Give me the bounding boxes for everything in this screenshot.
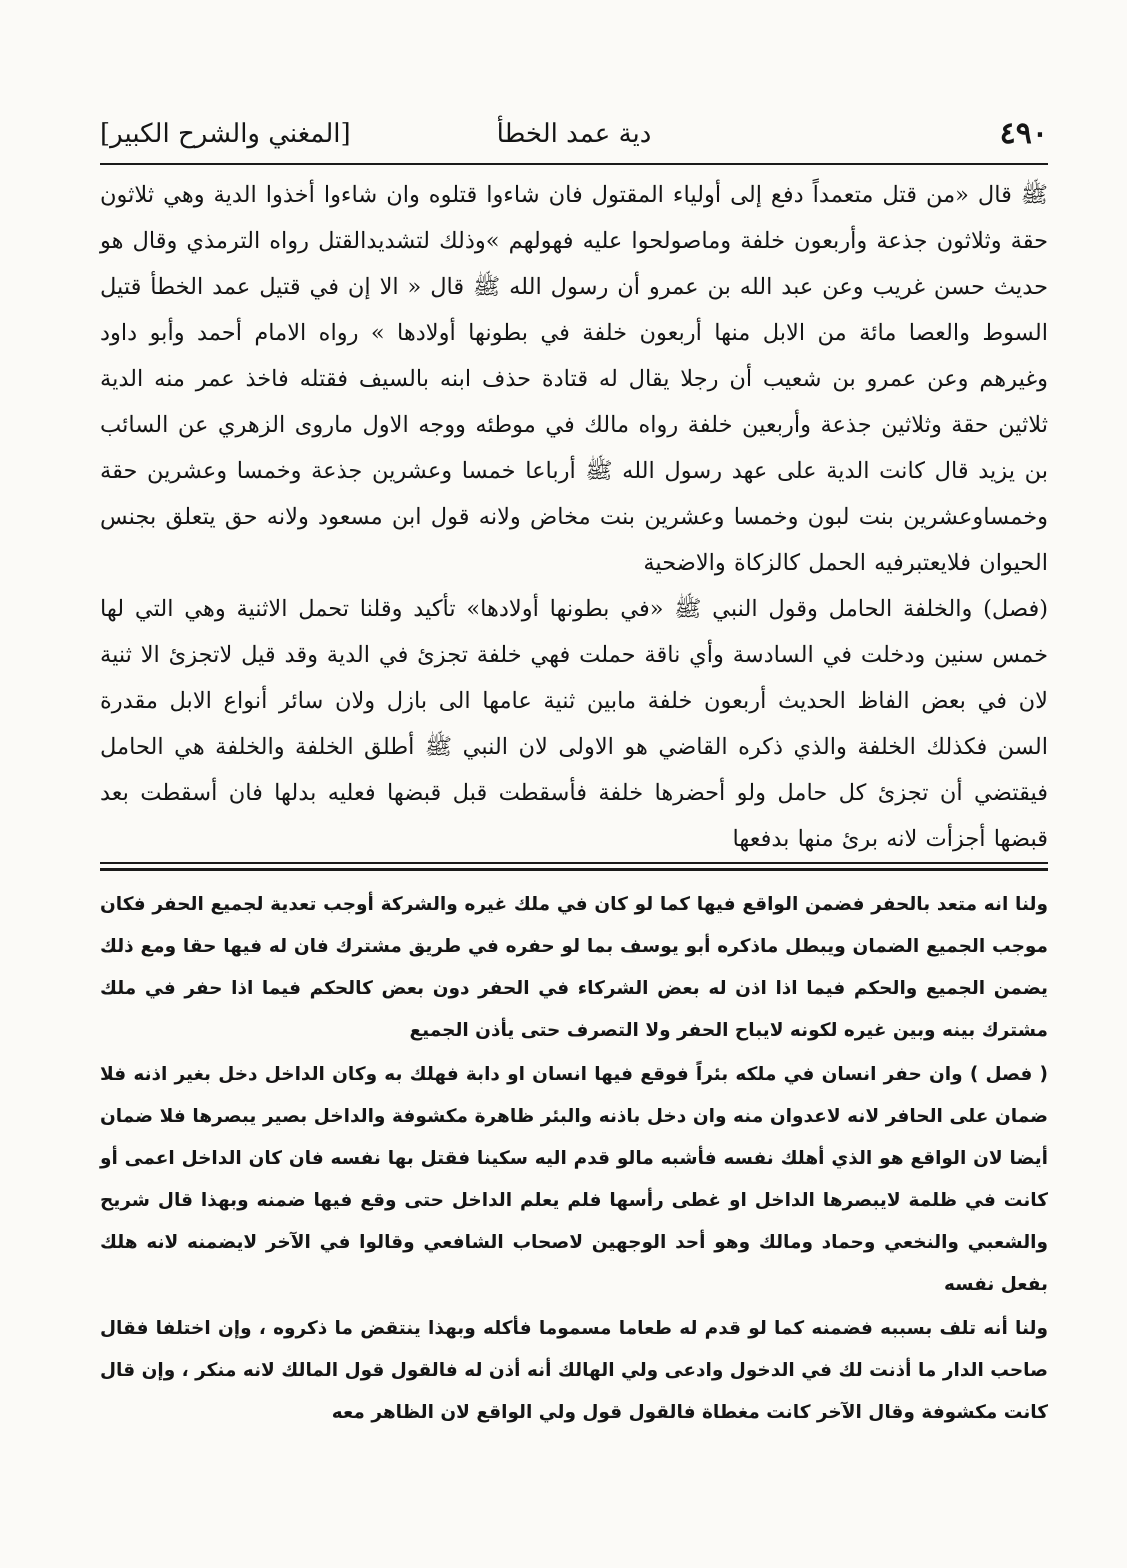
main-text	[100, 172, 1048, 862]
separator-rule-thick	[100, 868, 1048, 871]
section-title: دية عمد الخطأ	[496, 119, 652, 149]
main-paragraph: ﷺ قال «من قتل متعمداً دفع إلى أولياء المقتول فان شاءوا قتلوه وان شاءوا أخذوا الدية وهي ثلاثون حقة وثلاثون جذعة وأربعون خلفة وماصولحوا عليه فهولهم »وذلك لتشديدالقتل رواه الترمذي وقال هو حديث حسن غريب وعن عبد الله بن عمرو أن رسول الله ﷺ قال « الا إن في قتيل عمد الخطأ قتيل السوط والعصا مائة من الابل منها أربعون خلفة في بطونها أولادها » رواه الامام أحمد وأبو داود وغيرهم وعن عمرو بن شعيب أن رجلا يقال له قتادة حذف ابنه بالسيف فقتله فاخذ عمر منه الدية ثلاثين حقة وثلاثين جذعة وأربعين خلفة رواه مالك في موطئه ووجه الاول ماروى الزهري عن السائب بن يزيد قال كانت الدية على عهد رسول الله ﷺ أرباعا خمسا وعشرين جذعة وخمسا وعشرين حقة وخمساوعشرين بنت لبون وخمسا وعشرين بنت مخاض ولانه قول ابن مسعود ولانه حق يتعلق بجنس الحيوان فلايعتبرفيه الحمل كالزكاة والاضحية	[100, 182, 1048, 576]
page-number: ٤٩٠	[999, 116, 1048, 151]
commentary-paragraph: ( فصل ) وان حفر انسان في ملكه بئراً فوقع فيها انسان او دابة فهلك به وكان الداخل دخل بغير اذنه فلا ضمان على الحافر لانه لاعدوان منه وان دخل باذنه والبئر ظاهرة مكشوفة والداخل بصير يبصرها فلا ضمان أيضا لان الواقع هو الذي أهلك نفسه فأشبه مالو قدم اليه سكينا فقتل بها نفسه فان كان الداخل اعمى أو كانت في ظلمة لايبصرها الداخل او غطى رأسها فلم يعلم الداخل حتى وقع فيها ضمنه وبهذا قال شريح والشعبي والنخعي وحماد ومالك وهو أحد الوجهين لاصحاب الشافعي وقالوا في الآخر لايضمنه لانه هلك بفعل نفسه	[100, 1064, 1048, 1295]
header-rule	[100, 163, 1048, 165]
separator-rule	[100, 862, 1048, 864]
main-paragraph: (فصل) والخلفة الحامل وقول النبي ﷺ «في بطونها أولادها» تأكيد وقلنا تحمل الاثنية وهي التي لها خمس سنين ودخلت في السادسة وأي ناقة حملت فهي خلفة تجزئ في الدية وقد قيل لاتجزئ الا ثنية لان في بعض الفاظ الحديث أربعون خلفة مابين ثنية عامها الى بازل ولان سائر أنواع الابل مقدرة السن فكذلك الخلفة والذي ذكره القاضي هو الاولى لان النبي ﷺ أطلق الخلفة والخلفة هي الحامل فيقتضي أن تجزئ كل حامل ولو أحضرها خلفة فأسقطت قبل قبضها فعليه بدلها فان أسقطت بعد قبضها أجزأت لانه برئ منها بدفعها	[100, 596, 1048, 852]
commentary-text	[100, 884, 1048, 1436]
commentary-paragraph: ولنا انه متعد بالحفر فضمن الواقع فيها كما لو كان في ملك غيره والشركة أوجب تعدية لجميع الحفر فكان موجب الجميع الضمان ويبطل ماذكره أبو يوسف بما لو حفره في طريق مشترك فان له فيها حقا ومع ذلك يضمن الجميع والحكم فيما اذا اذن له بعض الشركاء في الحفر دون بعض كالحكم فيما اذا حفر في ملك مشترك بينه وبين غيره لكونه لايباح الحفر ولا التصرف حتى يأذن الجميع	[100, 894, 1048, 1041]
page-header	[100, 112, 1048, 156]
commentary-paragraph: ولنا أنه تلف بسببه فضمنه كما لو قدم له طعاما مسموما فأكله وبهذا ينتقض ما ذكروه ، وإن اختلفا فقال صاحب الدار ما أذنت لك في الدخول وادعى ولي الهالك أنه أذن له فالقول قول المالك لانه منكر ، وإن قال كانت مكشوفة وقال الآخر كانت مغطاة فالقول قول ولي الواقع لان الظاهر معه	[100, 1318, 1048, 1423]
book-title: [المغني والشرح الكبير]	[100, 119, 351, 149]
